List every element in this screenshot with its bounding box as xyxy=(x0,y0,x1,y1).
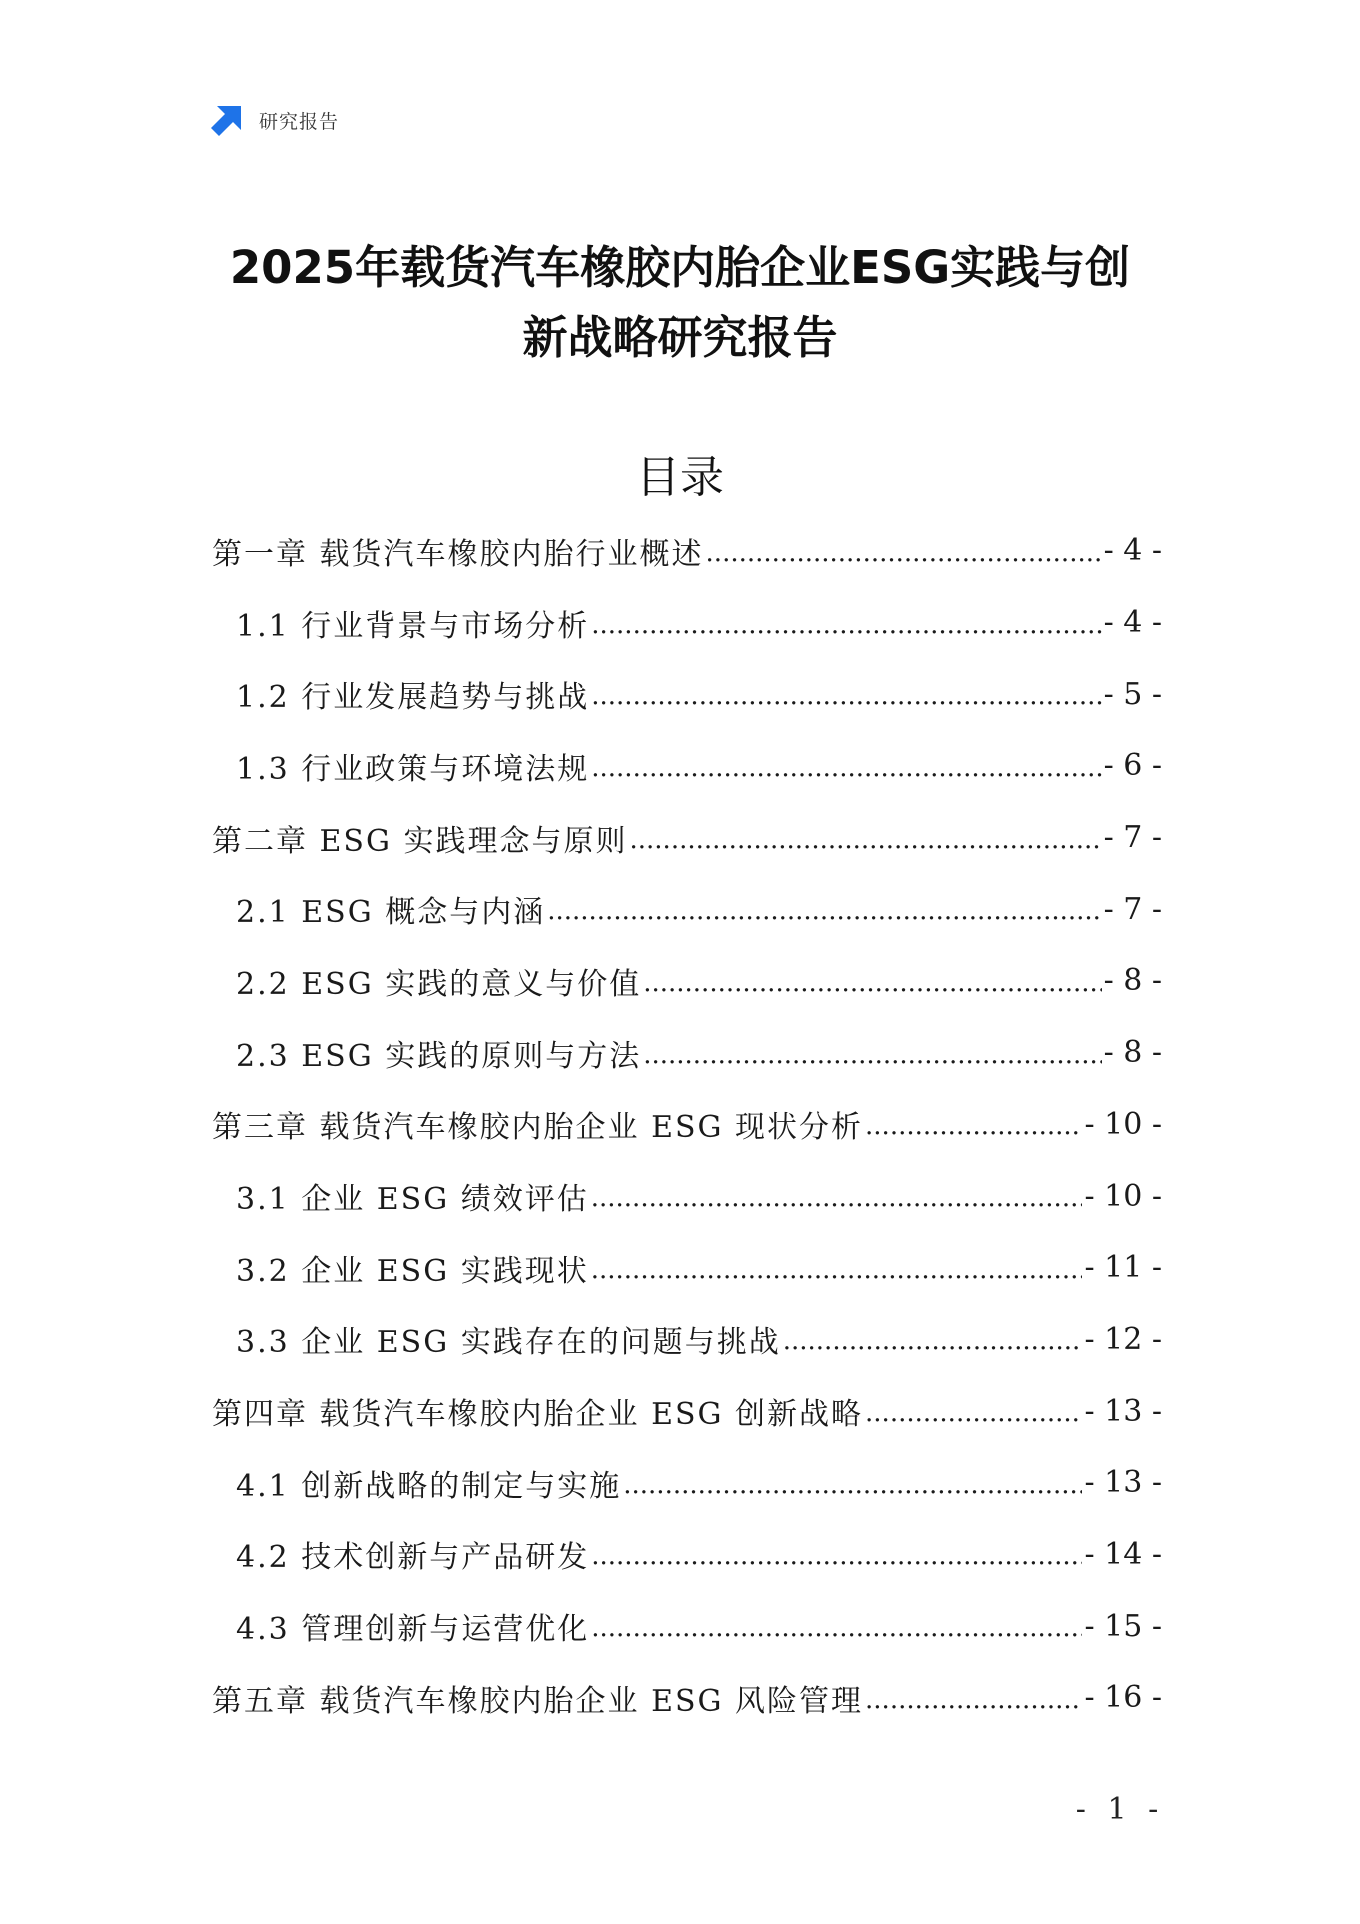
toc-entry-title: 3.1 企业 ESG 绩效评估 xyxy=(236,1182,589,1218)
toc-entry[interactable] xyxy=(212,1375,1162,1447)
toc-entry[interactable] xyxy=(212,658,1162,730)
toc-page-number: - 12 - xyxy=(1084,1321,1162,1357)
toc-dot-leader xyxy=(591,753,1101,783)
toc-entry[interactable] xyxy=(212,873,1162,945)
toc-entry[interactable] xyxy=(212,1304,1162,1376)
toc-page-number: - 4 - xyxy=(1103,605,1162,641)
arrow-up-right-icon xyxy=(209,102,245,138)
toc-entry-title: 1.1 行业背景与市场分析 xyxy=(236,608,590,644)
toc-entry-title: 第五章 载货汽车橡胶内胎企业 ESG 风险管理 xyxy=(212,1683,864,1719)
toc-dot-leader xyxy=(547,896,1101,926)
toc-entry[interactable] xyxy=(212,730,1162,802)
toc-entry[interactable] xyxy=(212,515,1162,587)
toc-page-number: - 10 - xyxy=(1084,1178,1162,1214)
toc-entry[interactable] xyxy=(212,1089,1162,1161)
toc-entry-title: 第三章 载货汽车橡胶内胎企业 ESG 现状分析 xyxy=(212,1110,864,1146)
toc-dot-leader xyxy=(706,538,1102,568)
toc-page-number: - 15 - xyxy=(1084,1608,1162,1644)
report-header xyxy=(209,100,339,140)
toc-dot-leader xyxy=(865,1685,1082,1715)
toc-dot-leader xyxy=(865,1398,1082,1428)
toc-dot-leader xyxy=(591,1613,1082,1643)
toc-entry-title: 3.2 企业 ESG 实践现状 xyxy=(236,1253,589,1289)
toc-entry[interactable] xyxy=(212,945,1162,1017)
toc-dot-leader xyxy=(643,968,1101,998)
title-line-2: 新战略研究报告 xyxy=(522,311,838,364)
toc-page-number: - 5 - xyxy=(1103,676,1162,712)
toc-entry-title: 第二章 ESG 实践理念与原则 xyxy=(212,823,628,859)
toc-dot-leader xyxy=(591,681,1101,711)
toc-entry[interactable] xyxy=(212,1232,1162,1304)
toc-entry-title: 2.1 ESG 概念与内涵 xyxy=(236,895,546,931)
title-line-1: 2025年载货汽车橡胶内胎企业ESG实践与创 xyxy=(229,241,1131,294)
toc-dot-leader xyxy=(643,1040,1101,1070)
toc-entry-title: 2.3 ESG 实践的原则与方法 xyxy=(236,1038,642,1074)
header-label: 研究报告 xyxy=(259,110,340,133)
toc-page-number: - 16 - xyxy=(1084,1680,1162,1716)
toc-entry-title: 4.3 管理创新与运营优化 xyxy=(236,1612,590,1648)
toc-page-number: - 8 - xyxy=(1103,1035,1162,1071)
toc-entry[interactable] xyxy=(212,1519,1162,1591)
toc-dot-leader xyxy=(591,1183,1083,1213)
toc-entry-title: 第一章 载货汽车橡胶内胎行业概述 xyxy=(212,536,704,572)
toc-page-number: - 8 - xyxy=(1103,963,1162,999)
toc-page-number: - 13 - xyxy=(1084,1465,1162,1501)
toc-page-number: - 4 - xyxy=(1103,533,1162,569)
table-of-contents xyxy=(212,515,1162,1734)
toc-entry[interactable] xyxy=(212,1447,1162,1519)
toc-dot-leader xyxy=(623,1470,1082,1500)
toc-entry[interactable] xyxy=(212,802,1162,874)
toc-page-number: - 11 - xyxy=(1084,1250,1162,1286)
toc-heading: 目录 xyxy=(636,452,724,503)
toc-entry-title: 1.3 行业政策与环境法规 xyxy=(236,751,590,787)
toc-entry[interactable] xyxy=(212,1017,1162,1089)
toc-entry-title: 2.2 ESG 实践的意义与价值 xyxy=(236,966,642,1002)
toc-page-number: - 7 - xyxy=(1103,820,1162,856)
toc-page-number: - 14 - xyxy=(1084,1536,1162,1572)
toc-dot-leader xyxy=(591,1255,1083,1285)
toc-entry[interactable] xyxy=(212,1662,1162,1734)
toc-page-number: - 6 - xyxy=(1103,748,1162,784)
document-title xyxy=(180,233,1180,373)
toc-page-number: - 7 - xyxy=(1103,891,1162,927)
toc-entry[interactable] xyxy=(212,1160,1162,1232)
toc-entry[interactable] xyxy=(212,1590,1162,1662)
toc-entry-title: 3.3 企业 ESG 实践存在的问题与挑战 xyxy=(236,1325,781,1361)
toc-dot-leader xyxy=(783,1326,1083,1356)
toc-page-number: - 10 - xyxy=(1084,1106,1162,1142)
toc-page-number: - 13 - xyxy=(1084,1393,1162,1429)
toc-dot-leader xyxy=(591,1541,1082,1571)
toc-entry-title: 4.1 创新战略的制定与实施 xyxy=(236,1468,622,1504)
toc-entry-title: 4.2 技术创新与产品研发 xyxy=(236,1540,590,1576)
toc-entry[interactable] xyxy=(212,587,1162,659)
toc-dot-leader xyxy=(630,825,1102,855)
toc-entry-title: 1.2 行业发展趋势与挑战 xyxy=(236,680,590,716)
page-number: - 1 - xyxy=(1075,1792,1165,1827)
toc-dot-leader xyxy=(865,1111,1082,1141)
toc-entry-title: 第四章 载货汽车橡胶内胎企业 ESG 创新战略 xyxy=(212,1397,864,1433)
toc-dot-leader xyxy=(591,610,1101,640)
